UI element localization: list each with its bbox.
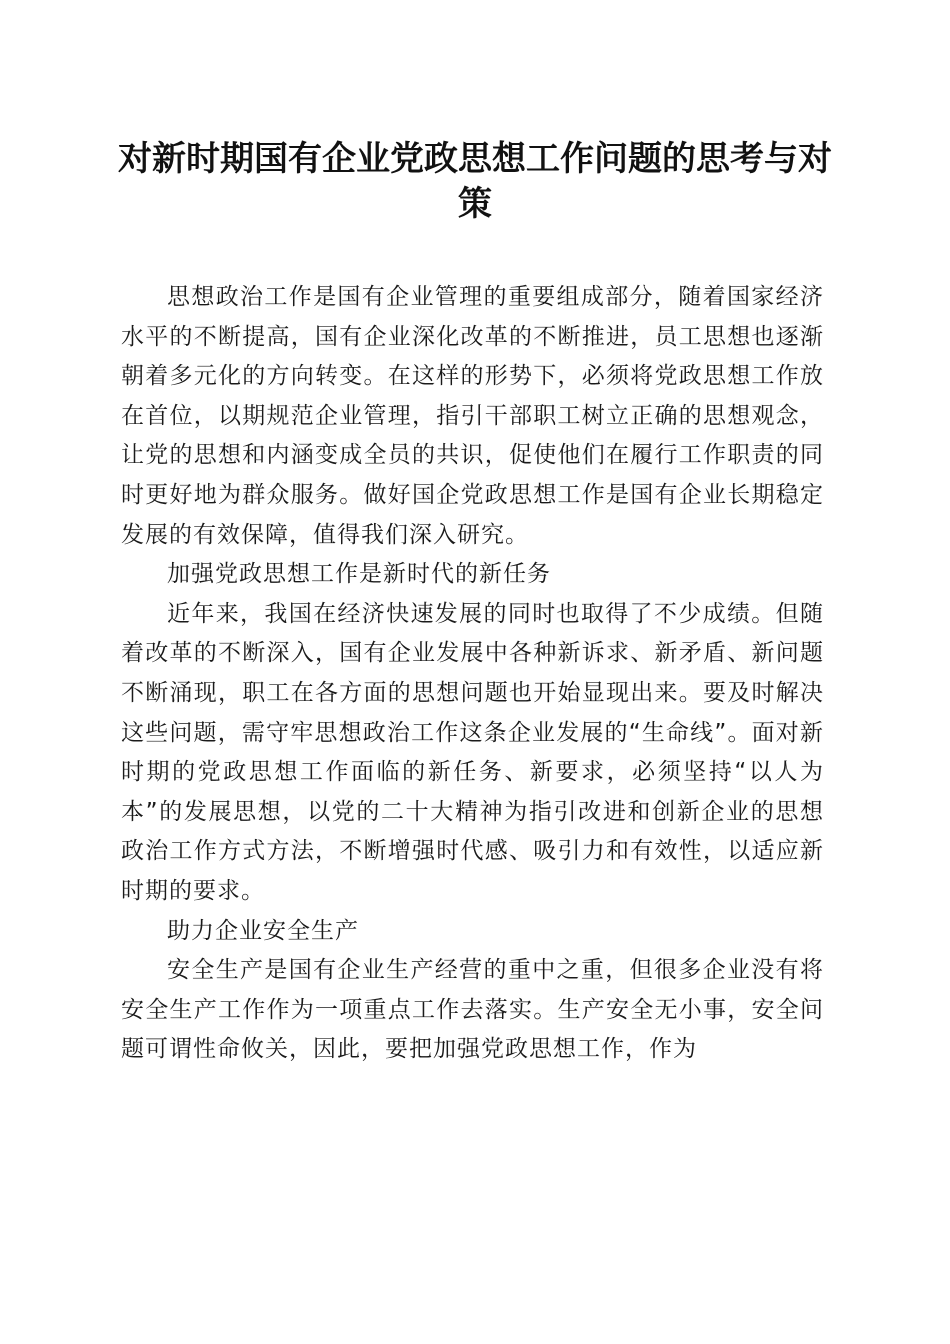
document-body xyxy=(121,278,824,1070)
section-heading-safety: 助力企业安全生产 xyxy=(167,917,359,944)
paragraph-safety: 安全生产是国有企业生产经营的重中之重，但很多企业没有将安全生产工作作为一项重点工作去落实。生产安全无小事，安全问题可谓性命攸关，因此，要把加强党政思想工作，作为 xyxy=(121,957,824,1063)
section-heading-new-task: 加强党政思想工作是新时代的新任务 xyxy=(167,561,551,588)
paragraph-new-task: 近年来，我国在经济快速发展的同时也取得了不少成绩。但随着改革的不断深入，国有企业发展中各种新诉求、新矛盾、新问题不断涌现，职工在各方面的思想问题也开始显现出来。要及时解决这些问题，需守牢思想政治工作这条企业发展的“生命线”。面对新时期的党政思想工作面临的新任务、新要求，必须坚持“以人为本”的发展思想，以党的二十大精神为指引改进和创新企业的思想政治工作方式方法，不断增强时代感、吸引力和有效性，以适应新时期的要求。 xyxy=(121,600,824,904)
document-title: 对新时期国有企业党政思想工作问题的思考与对策 xyxy=(118,139,832,224)
paragraph-intro: 思想政治工作是国有企业管理的重要组成部分，随着国家经济水平的不断提高，国有企业深化改革的不断推进，员工思想也逐渐朝着多元化的方向转变。在这样的形势下，必须将党政思想工作放在首位，以期规范企业管理，指引干部职工树立正确的思想观念，让党的思想和内涵变成全员的共识，促使他们在履行工作职责的同时更好地为群众服务。做好国企党政思想工作是国有企业长期稳定发展的有效保障，值得我们深入研究。 xyxy=(121,284,824,548)
